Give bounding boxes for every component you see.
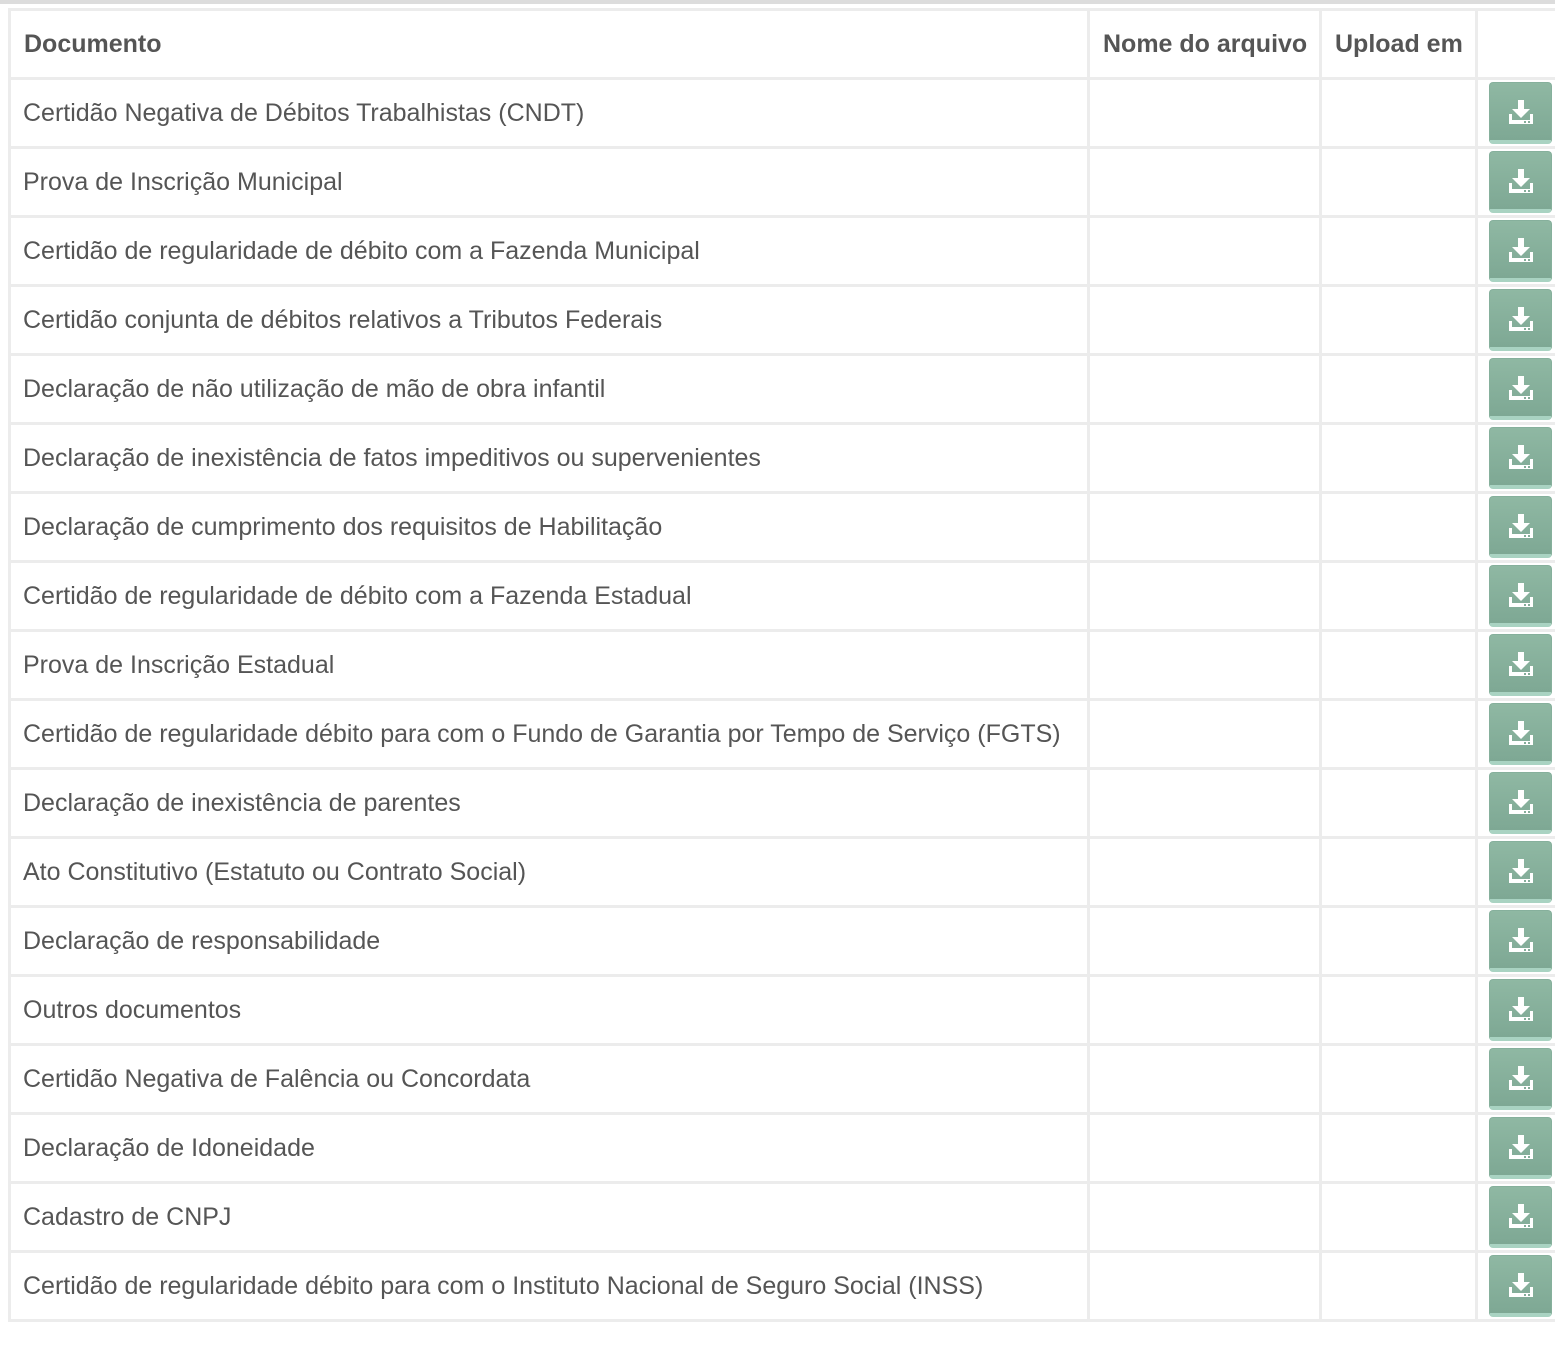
actions-cell bbox=[1477, 355, 1555, 424]
download-icon bbox=[1506, 1064, 1536, 1092]
download-icon bbox=[1506, 1271, 1536, 1299]
actions-cell bbox=[1477, 79, 1555, 148]
table-row bbox=[10, 838, 1555, 907]
actions-cell bbox=[1477, 907, 1555, 976]
column-header-file-name: Nome do arquivo bbox=[1089, 10, 1321, 79]
uploaded-at-cell bbox=[1321, 493, 1477, 562]
actions-cell bbox=[1477, 976, 1555, 1045]
document-name-cell: Certidão de regularidade débito para com o Fundo de Garantia por Tempo de Serviço (FGTS) bbox=[10, 700, 1089, 769]
file-name-cell bbox=[1089, 976, 1321, 1045]
uploaded-at-cell bbox=[1321, 562, 1477, 631]
download-button[interactable] bbox=[1489, 979, 1552, 1041]
document-name-cell: Prova de Inscrição Estadual bbox=[10, 631, 1089, 700]
file-name-cell bbox=[1089, 493, 1321, 562]
table-row bbox=[10, 217, 1555, 286]
download-button[interactable] bbox=[1489, 565, 1552, 627]
document-name-cell: Declaração de inexistência de fatos impeditivos ou supervenientes bbox=[10, 424, 1089, 493]
file-name-cell bbox=[1089, 562, 1321, 631]
download-button[interactable] bbox=[1489, 496, 1552, 558]
download-icon bbox=[1506, 650, 1536, 678]
file-name-cell bbox=[1089, 79, 1321, 148]
actions-cell bbox=[1477, 217, 1555, 286]
actions-cell bbox=[1477, 493, 1555, 562]
download-button[interactable] bbox=[1489, 289, 1552, 351]
file-name-cell bbox=[1089, 769, 1321, 838]
file-name-cell bbox=[1089, 217, 1321, 286]
download-button[interactable] bbox=[1489, 841, 1552, 903]
file-name-cell bbox=[1089, 838, 1321, 907]
download-button[interactable] bbox=[1489, 82, 1552, 144]
uploaded-at-cell bbox=[1321, 355, 1477, 424]
table-header bbox=[10, 10, 1555, 79]
table-row bbox=[10, 769, 1555, 838]
download-icon bbox=[1506, 1202, 1536, 1230]
file-name-cell bbox=[1089, 148, 1321, 217]
table-row bbox=[10, 286, 1555, 355]
actions-cell bbox=[1477, 838, 1555, 907]
download-icon bbox=[1506, 305, 1536, 333]
actions-cell bbox=[1477, 1114, 1555, 1183]
uploaded-at-cell bbox=[1321, 148, 1477, 217]
actions-cell bbox=[1477, 1045, 1555, 1114]
download-icon bbox=[1506, 167, 1536, 195]
download-button[interactable] bbox=[1489, 151, 1552, 213]
uploaded-at-cell bbox=[1321, 700, 1477, 769]
column-header-document: Documento bbox=[10, 10, 1089, 79]
download-button[interactable] bbox=[1489, 1048, 1552, 1110]
uploaded-at-cell bbox=[1321, 838, 1477, 907]
download-icon bbox=[1506, 788, 1536, 816]
table-row bbox=[10, 79, 1555, 148]
file-name-cell bbox=[1089, 1045, 1321, 1114]
uploaded-at-cell bbox=[1321, 631, 1477, 700]
document-name-cell: Declaração de responsabilidade bbox=[10, 907, 1089, 976]
actions-cell bbox=[1477, 769, 1555, 838]
file-name-cell bbox=[1089, 700, 1321, 769]
uploaded-at-cell bbox=[1321, 217, 1477, 286]
document-name-cell: Certidão Negativa de Falência ou Concordata bbox=[10, 1045, 1089, 1114]
table-row bbox=[10, 700, 1555, 769]
actions-cell bbox=[1477, 1183, 1555, 1252]
download-icon bbox=[1506, 926, 1536, 954]
download-button[interactable] bbox=[1489, 427, 1552, 489]
document-name-cell: Declaração de inexistência de parentes bbox=[10, 769, 1089, 838]
download-icon bbox=[1506, 581, 1536, 609]
document-name-cell: Declaração de não utilização de mão de obra infantil bbox=[10, 355, 1089, 424]
actions-cell bbox=[1477, 562, 1555, 631]
table-row bbox=[10, 562, 1555, 631]
file-name-cell bbox=[1089, 1252, 1321, 1321]
download-button[interactable] bbox=[1489, 358, 1552, 420]
uploaded-at-cell bbox=[1321, 1114, 1477, 1183]
actions-cell bbox=[1477, 286, 1555, 355]
file-name-cell bbox=[1089, 1183, 1321, 1252]
file-name-cell bbox=[1089, 631, 1321, 700]
actions-cell bbox=[1477, 1252, 1555, 1321]
download-icon bbox=[1506, 719, 1536, 747]
download-icon bbox=[1506, 98, 1536, 126]
uploaded-at-cell bbox=[1321, 1252, 1477, 1321]
document-name-cell: Cadastro de CNPJ bbox=[10, 1183, 1089, 1252]
uploaded-at-cell bbox=[1321, 769, 1477, 838]
document-name-cell: Certidão de regularidade de débito com a Fazenda Municipal bbox=[10, 217, 1089, 286]
uploaded-at-cell bbox=[1321, 286, 1477, 355]
table-body bbox=[10, 79, 1555, 1321]
column-header-uploaded-at: Upload em bbox=[1321, 10, 1477, 79]
download-icon bbox=[1506, 857, 1536, 885]
download-button[interactable] bbox=[1489, 772, 1552, 834]
document-name-cell: Certidão conjunta de débitos relativos a Tributos Federais bbox=[10, 286, 1089, 355]
file-name-cell bbox=[1089, 907, 1321, 976]
table-row bbox=[10, 355, 1555, 424]
download-button[interactable] bbox=[1489, 634, 1552, 696]
download-icon bbox=[1506, 512, 1536, 540]
download-icon bbox=[1506, 1133, 1536, 1161]
file-name-cell bbox=[1089, 286, 1321, 355]
uploaded-at-cell bbox=[1321, 1045, 1477, 1114]
table-row bbox=[10, 148, 1555, 217]
download-button[interactable] bbox=[1489, 1117, 1552, 1179]
document-name-cell: Declaração de cumprimento dos requisitos de Habilitação bbox=[10, 493, 1089, 562]
documents-table bbox=[8, 8, 1555, 1322]
document-name-cell: Declaração de Idoneidade bbox=[10, 1114, 1089, 1183]
download-button[interactable] bbox=[1489, 1255, 1552, 1317]
column-header-actions bbox=[1477, 10, 1555, 79]
download-icon bbox=[1506, 374, 1536, 402]
table-row bbox=[10, 493, 1555, 562]
actions-cell bbox=[1477, 424, 1555, 493]
uploaded-at-cell bbox=[1321, 79, 1477, 148]
uploaded-at-cell bbox=[1321, 907, 1477, 976]
download-icon bbox=[1506, 995, 1536, 1023]
document-name-cell: Certidão de regularidade débito para com o Instituto Nacional de Seguro Social (INSS) bbox=[10, 1252, 1089, 1321]
download-icon bbox=[1506, 443, 1536, 471]
download-button[interactable] bbox=[1489, 1186, 1552, 1248]
document-name-cell: Certidão de regularidade de débito com a Fazenda Estadual bbox=[10, 562, 1089, 631]
table-row bbox=[10, 1252, 1555, 1321]
header-row bbox=[10, 10, 1555, 79]
download-button[interactable] bbox=[1489, 220, 1552, 282]
download-button[interactable] bbox=[1489, 910, 1552, 972]
table-row bbox=[10, 1045, 1555, 1114]
table-row bbox=[10, 907, 1555, 976]
table-row bbox=[10, 976, 1555, 1045]
uploaded-at-cell bbox=[1321, 424, 1477, 493]
download-button[interactable] bbox=[1489, 703, 1552, 765]
file-name-cell bbox=[1089, 355, 1321, 424]
documents-table-container bbox=[8, 8, 1555, 1322]
table-row bbox=[10, 1114, 1555, 1183]
document-name-cell: Prova de Inscrição Municipal bbox=[10, 148, 1089, 217]
actions-cell bbox=[1477, 700, 1555, 769]
document-name-cell: Ato Constitutivo (Estatuto ou Contrato Social) bbox=[10, 838, 1089, 907]
table-row bbox=[10, 1183, 1555, 1252]
uploaded-at-cell bbox=[1321, 976, 1477, 1045]
table-row bbox=[10, 631, 1555, 700]
file-name-cell bbox=[1089, 1114, 1321, 1183]
document-name-cell: Certidão Negativa de Débitos Trabalhistas (CNDT) bbox=[10, 79, 1089, 148]
uploaded-at-cell bbox=[1321, 1183, 1477, 1252]
download-icon bbox=[1506, 236, 1536, 264]
actions-cell bbox=[1477, 631, 1555, 700]
file-name-cell bbox=[1089, 424, 1321, 493]
document-name-cell: Outros documentos bbox=[10, 976, 1089, 1045]
top-divider bbox=[0, 0, 1555, 4]
table-row bbox=[10, 424, 1555, 493]
actions-cell bbox=[1477, 148, 1555, 217]
